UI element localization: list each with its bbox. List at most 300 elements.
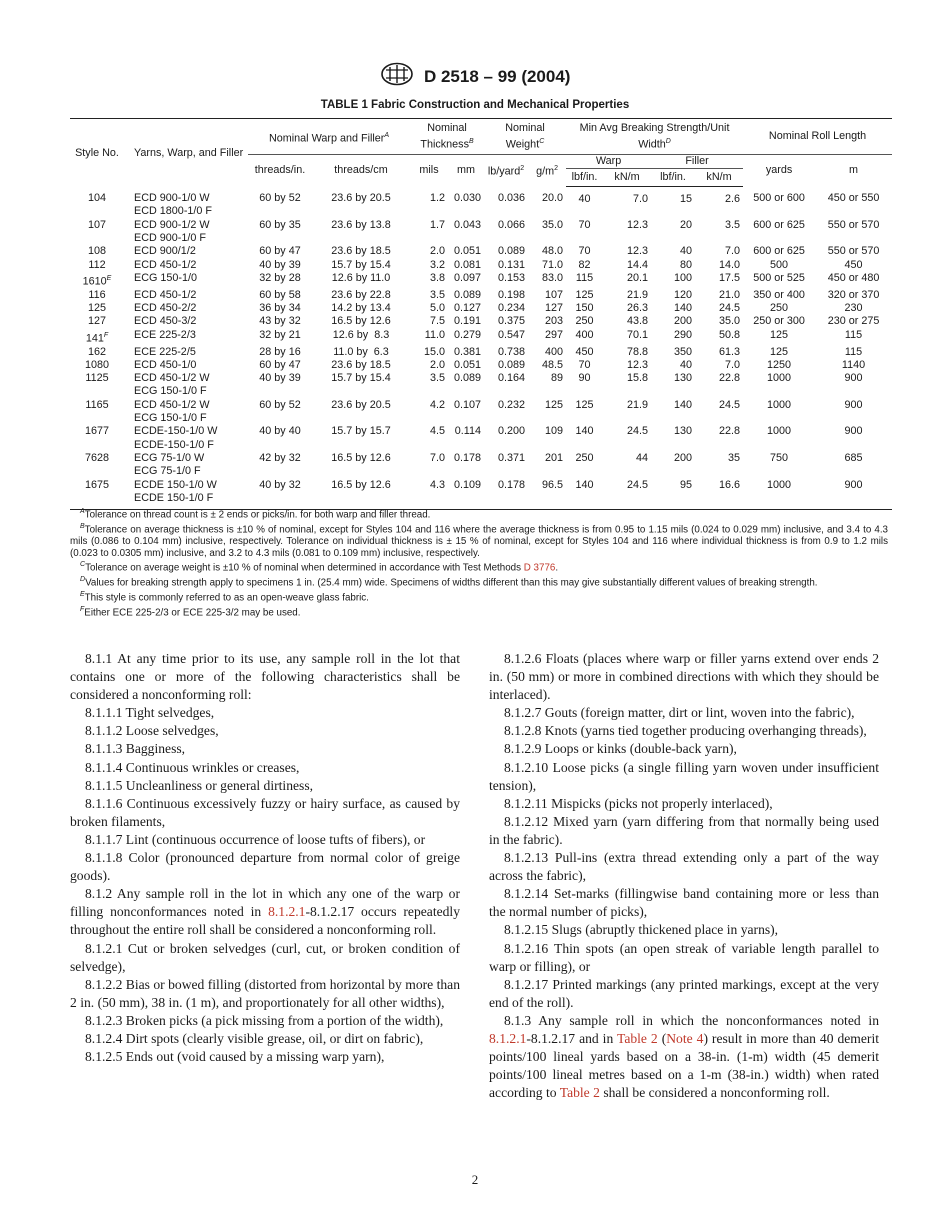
- cell-fkn: 7.0: [725, 245, 741, 258]
- cell-lby: 0.089: [497, 245, 526, 258]
- cell-mils: 4.2: [430, 398, 446, 411]
- col-header-weight: Nominal Weight$^C$: [484, 119, 566, 155]
- paragraph-8-1-2-11: 8.1.2.11 Mispicks (picks not properly interlaced),: [504, 795, 773, 811]
- cell-fkn: 35.0: [719, 315, 741, 328]
- page-number: 2: [471, 1172, 479, 1187]
- cell-tcm: 15.7 by 15.7: [331, 425, 391, 438]
- cell-tin: 60 by 52: [259, 192, 301, 205]
- paragraph-8-1-2-15: 8.1.2.15 Slugs (abruptly thickened place in yarns),: [504, 922, 779, 938]
- cell-lby: 0.089: [497, 358, 526, 371]
- cell-gm: 109: [545, 425, 564, 438]
- cell-wkn: 78.8: [627, 345, 649, 358]
- cell-tcm: 15.7 by 15.4: [331, 258, 391, 271]
- cell-tcm: 15.7 by 15.4: [331, 372, 391, 385]
- cell-lby: 0.036: [497, 192, 526, 205]
- cell-yarns: ECG 75-1/0 W ECG 75-1/0 F: [134, 451, 205, 478]
- note-4-link[interactable]: Note 4: [666, 1030, 704, 1046]
- cell-yarns: ECD 900-1/0 W ECD 1800-1/0 F: [134, 192, 213, 218]
- table-footnotes: [70, 506, 888, 619]
- cell-gm: 201: [545, 451, 564, 464]
- cell-flbf: 120: [674, 288, 693, 301]
- col-header-warp-kn: kN/m: [603, 168, 651, 186]
- cell-mils: 11.0: [424, 328, 446, 341]
- cell-tin: 32 by 28: [259, 271, 301, 284]
- cell-fkn: 35: [728, 451, 741, 464]
- cell-flbf: 200: [674, 451, 693, 464]
- cell-mm: 0.030: [453, 192, 482, 205]
- cell-yards: 1000: [767, 398, 792, 411]
- table-row: [70, 245, 892, 258]
- cell-tcm: 16.5 by 12.6: [331, 315, 391, 328]
- paragraph-8-1-2-7: 8.1.2.7 Gouts (foreign matter, dirt or lint, woven into the fabric),: [504, 705, 855, 721]
- cell-wlbf: 90: [578, 372, 591, 385]
- col-header-yards: yards: [765, 163, 793, 176]
- cell-mils: 2.0: [430, 358, 446, 371]
- cell-yarns: ECD 450-3/2: [134, 315, 197, 328]
- cell-gm: 125: [545, 398, 564, 411]
- cell-wkn: 70.1: [627, 328, 649, 341]
- cell-wlbf: 70: [578, 358, 591, 371]
- cell-m: 900: [844, 425, 863, 438]
- astm-logo-icon: [380, 62, 414, 91]
- cell-wkn: 14.4: [627, 258, 649, 271]
- cell-tin: 60 by 47: [259, 358, 301, 371]
- cell-m: 900: [815, 479, 892, 510]
- cell-flbf: 80: [680, 258, 693, 271]
- cell-yarns: ECE 225-2/3: [134, 328, 196, 341]
- cell-tcm: 16.5 by 12.6: [331, 451, 391, 464]
- table-row: [70, 346, 892, 359]
- paragraph-8-1-2-3: 8.1.2.3 Broken picks (a pick missing from a portion of the width),: [85, 1012, 444, 1028]
- cell-style: 104: [87, 192, 106, 205]
- cell-yards: 1250: [767, 358, 792, 371]
- cell-yarns: ECDE-150-1/0 W ECDE-150-1/0 F: [134, 425, 218, 451]
- cell-mm: 0.051: [453, 358, 482, 371]
- cell-gm: 48.5: [542, 358, 564, 371]
- cell-gm: 71.0: [542, 258, 564, 271]
- cell-wlbf: 140: [575, 425, 594, 438]
- table-row: [70, 479, 892, 510]
- cell-lby: 0.547: [497, 328, 526, 341]
- cell-tcm: 23.6 by 20.5: [331, 398, 391, 411]
- cell-mils: 3.2: [430, 258, 446, 271]
- cell-style: 1125: [85, 372, 109, 385]
- cell-tcm: 23.6 by 18.5: [331, 245, 391, 258]
- cell-lby: 0.178: [484, 479, 528, 510]
- paragraph-8-1-1-3: 8.1.1.3 Bagginess,: [85, 741, 186, 757]
- paragraph-8-1-2-9: 8.1.2.9 Loops or kinks (double-back yarn),: [504, 741, 737, 757]
- cell-gm: 89: [551, 372, 564, 385]
- cell-wkn: 26.3: [627, 302, 649, 315]
- cell-style: 1165: [85, 398, 109, 411]
- cell-m: 230: [844, 302, 863, 315]
- cell-lby: 0.375: [497, 315, 526, 328]
- cell-style: 1677: [84, 425, 110, 438]
- cell-flbf: 130: [674, 372, 693, 385]
- paragraph-8-1-3: 8.1.3 Any sample roll in which the nonconformances noted in 8.1.2.1-8.1.2.17 and in Table 2 (Note 4) result in more than 40 demerit points/100 lineal yards based on a 38-in. (1-m) width (45 demerit points/100 lineal metres based on a 1-m (38-in.) width) when rated according to Table 2 shall be considered a nonconforming roll.: [489, 1012, 879, 1101]
- cell-m: 550 or 570: [827, 218, 880, 231]
- col-header-mils: mils: [419, 163, 439, 176]
- table-row: [70, 272, 892, 289]
- table-body: [70, 186, 892, 510]
- footnote-a: $^A$Tolerance on thread count is ± 2 ends or picks/in. for both warp and filler thread.: [80, 508, 431, 521]
- cell-mm: 0.043: [453, 218, 482, 231]
- paragraph-8-1-2-12: 8.1.2.12 Mixed yarn (yarn differing from that normally being used in the fabric).: [489, 813, 879, 847]
- cell-wlbf: 400: [575, 328, 594, 341]
- table-2-link[interactable]: Table 2: [559, 1085, 600, 1101]
- cell-wlbf: 82: [578, 258, 591, 271]
- paragraph-8-1-2-2: 8.1.2.2 Bias or bowed filling (distorted from horizontal by more than 2 in. (50 mm), 38 in. (1 m), and proportionately for all other widths),: [70, 976, 460, 1010]
- cell-m: 450 or 480: [827, 271, 880, 284]
- cell-gm: 297: [545, 328, 564, 341]
- cell-tcm: 14.2 by 13.4: [331, 302, 391, 315]
- cell-mm: 0.089: [453, 372, 482, 385]
- col-header-filler-lbf: lbf/in.: [651, 168, 695, 186]
- cell-yards: 1000: [743, 479, 815, 510]
- cell-m: 900: [844, 372, 863, 385]
- paragraph-8-1-2-13: 8.1.2.13 Pull-ins (extra thread extending only a part of the way across the fabric),: [489, 850, 879, 884]
- cell-wkn: 20.1: [627, 271, 649, 284]
- cell-lby: 0.066: [497, 218, 526, 231]
- cell-tcm: 23.6 by 22.8: [331, 288, 391, 301]
- cell-fkn: 3.5: [725, 218, 741, 231]
- cell-wlbf: 450: [575, 345, 594, 358]
- cell-mils: 4.3: [410, 479, 448, 510]
- cell-flbf: 290: [674, 328, 693, 341]
- cell-m: 450: [844, 258, 863, 271]
- cell-wkn: 24.5: [603, 479, 651, 510]
- cell-flbf: 100: [674, 271, 693, 284]
- cell-wkn: 24.5: [627, 425, 649, 438]
- cell-tin: 40 by 40: [259, 425, 301, 438]
- cell-tin: 40 by 39: [259, 258, 301, 271]
- cell-flbf: 95: [651, 479, 695, 510]
- cell-wlbf: 70: [578, 218, 591, 231]
- cell-lby: 0.232: [497, 398, 526, 411]
- cell-flbf: 350: [674, 345, 693, 358]
- table-2-link[interactable]: Table 2: [616, 1030, 658, 1046]
- cell-style: $141^F$: [85, 331, 109, 345]
- cell-fkn: 22.8: [719, 372, 741, 385]
- cell-tin: 60 by 52: [259, 398, 301, 411]
- cell-mils: 5.0: [430, 302, 446, 315]
- cell-tin: 28 by 16: [259, 345, 301, 358]
- paragraph-8-1-2: 8.1.2 Any sample roll in the lot in which any one of the warp or filling nonconformances noted in 8.1.2.1-8.1.2.17 occurs repeatedly throughout the entire roll shall be considered a nonconforming roll.: [70, 886, 460, 938]
- cell-style: 1080: [84, 358, 110, 371]
- cell-wlbf: 140: [566, 479, 603, 510]
- table-row: [70, 289, 892, 302]
- cell-m: 320 or 370: [827, 288, 880, 301]
- cell-tin: 60 by 35: [259, 218, 301, 231]
- cell-flbf: 140: [674, 398, 693, 411]
- cell-lby: 0.234: [497, 302, 526, 315]
- cell-mm: 0.097: [453, 271, 482, 284]
- paragraph-8-1-2-6: 8.1.2.6 Floats (places where warp or filler yarns extend over ends 2 in. (50 mm) or more in combined directions with which they should be interlaced).: [489, 651, 879, 703]
- paragraph-8-1-2-16: 8.1.2.16 Thin spots (an open streak of variable length parallel to warp or filling), or: [489, 940, 879, 974]
- cell-style: 7628: [84, 451, 110, 464]
- cell-tin: 36 by 34: [259, 302, 301, 315]
- cell-style: 116: [88, 288, 106, 301]
- cell-yarns: ECD 450-1/0: [134, 358, 197, 371]
- cell-tcm: 23.6 by 18.5: [331, 358, 391, 371]
- cell-gm: 20.0: [542, 192, 564, 205]
- cell-mils: 7.0: [430, 451, 446, 464]
- table-row: [70, 452, 892, 479]
- cell-wlbf: 250: [575, 451, 594, 464]
- cell-lby: 0.164: [497, 372, 526, 385]
- cell-wkn: 21.9: [627, 288, 649, 301]
- footnote-d: $^D$Values for breaking strength apply to specimens 1 in. (25.4 mm) wide. Specimens of widths different than this may give substantially different values of breaking strength.: [80, 576, 818, 589]
- cell-mils: 1.2: [430, 192, 446, 205]
- cell-mm: 0.279: [453, 328, 482, 341]
- paragraph-8-1-2-4: 8.1.2.4 Dirt spots (clearly visible grease, oil, or dirt on fabric),: [85, 1030, 424, 1046]
- col-header-warp: Warp: [566, 154, 651, 168]
- document-header: [0, 62, 950, 91]
- cell-yarns: ECD 450-1/2: [134, 288, 197, 301]
- cell-style: 162: [87, 345, 106, 358]
- paragraph-8-1-2-10: 8.1.2.10 Loose picks (a single filling yarn woven under insufficient tension),: [489, 759, 879, 793]
- cell-mm: 0.114: [454, 425, 482, 438]
- cell-fkn: 17.5: [719, 271, 741, 284]
- cell-fkn: 50.8: [719, 328, 741, 341]
- right-column: [489, 650, 879, 1102]
- cell-gm: 83.0: [542, 271, 564, 284]
- cell-mm: 0.081: [453, 258, 482, 271]
- cell-wlbf: 115: [575, 271, 594, 284]
- cell-yards: 1000: [767, 372, 792, 385]
- cell-style: 1675: [70, 479, 124, 510]
- cell-mm: 0.109: [448, 479, 484, 510]
- col-header-yarns: Yarns, Warp, and Filler: [134, 146, 244, 159]
- footnote-c: $^C$Tolerance on average weight is ±10 % of nominal when determined in accordance with Test Methods D 3776.: [80, 561, 559, 574]
- cell-flbf: 40: [680, 358, 693, 371]
- cell-m: 230 or 275: [827, 315, 880, 328]
- cell-m: 115: [844, 345, 863, 358]
- paragraph-8-1-1-7: 8.1.1.7 Lint (continuous occurrence of loose tufts of fibers), or: [85, 831, 426, 847]
- cell-flbf: 140: [674, 302, 693, 315]
- cell-tin: 60 by 47: [259, 245, 301, 258]
- col-header-mm: mm: [457, 163, 476, 176]
- cell-m: 900: [844, 398, 863, 411]
- cell-wkn: 43.8: [627, 315, 649, 328]
- table-row: [70, 399, 892, 426]
- cell-style: 127: [87, 315, 106, 328]
- paragraph-8-1-1-2: 8.1.1.2 Loose selvedges,: [85, 723, 219, 739]
- cell-yarns: ECD 900/1/2: [134, 245, 196, 258]
- cell-gm: 96.5: [528, 479, 566, 510]
- paragraph-8-1-2-1: 8.1.2.1 Cut or broken selvedges (curl, cut, or broken condition of selvedge),: [70, 940, 460, 974]
- section-link-8-1-2-1[interactable]: 8.1.2.1: [268, 904, 306, 920]
- cell-mm: 0.127: [453, 302, 482, 315]
- table-row: [70, 302, 892, 315]
- table-row: [70, 259, 892, 272]
- paragraph-8-1-1-5: 8.1.1.5 Uncleanliness or general dirtiness,: [85, 777, 314, 793]
- cell-wlbf: 150: [575, 302, 594, 315]
- cell-m: 1140: [841, 358, 866, 371]
- col-header-threads-in: threads/in.: [254, 163, 306, 176]
- cell-fkn: 14.0: [719, 258, 741, 271]
- cell-gm: 107: [545, 288, 564, 301]
- left-column: [70, 650, 460, 1066]
- cell-yards: 125: [770, 345, 789, 358]
- document-designation: D 2518 – 99 (2004): [423, 66, 571, 86]
- col-header-lb-yard: lb/yard$^2$: [487, 165, 525, 178]
- cell-gm: 35.0: [542, 218, 564, 231]
- cell-mm: 0.089: [453, 288, 482, 301]
- table-row: [70, 329, 892, 346]
- cell-fkn: 24.5: [719, 398, 741, 411]
- cell-tin: 60 by 58: [259, 288, 301, 301]
- cell-flbf: 130: [674, 425, 693, 438]
- paragraph-8-1-1: 8.1.1 At any time prior to its use, any sample roll in the lot that contains one or more of the following characteristics shall be considered a nonconforming roll:: [70, 651, 460, 703]
- fabric-properties-table: [70, 118, 892, 510]
- cell-fkn: 16.6: [695, 479, 743, 510]
- cell-wlbf: 250: [575, 315, 594, 328]
- paragraph-8-1-2-8: 8.1.2.8 Knots (yarns tied together producing overhanging threads),: [504, 723, 867, 739]
- paragraph-8-1-2-17: 8.1.2.17 Printed markings (any printed markings, except at the very end of the roll).: [489, 976, 879, 1010]
- cell-tcm: 12.6 by 8.3: [332, 328, 390, 341]
- cell-flbf: 15: [680, 192, 693, 205]
- cell-wlbf: 125: [575, 398, 594, 411]
- cell-yarns: ECD 450-1/2: [134, 258, 197, 271]
- cell-style: $1610^E$: [82, 274, 112, 288]
- cell-mils: 4.5: [430, 425, 446, 438]
- cell-wkn: 7.0: [633, 192, 649, 205]
- cell-lby: 0.198: [497, 288, 526, 301]
- cell-gm: 127: [545, 302, 564, 315]
- cell-wkn: 44: [636, 451, 649, 464]
- cell-mm: 0.178: [453, 451, 482, 464]
- cell-flbf: 40: [680, 245, 693, 258]
- cell-tin: 42 by 32: [259, 451, 301, 464]
- cell-wkn: 12.3: [627, 218, 649, 231]
- col-header-warp-filler: Nominal Warp and Filler$^A$: [248, 119, 410, 155]
- cell-m: 115: [844, 328, 863, 341]
- cell-m: 450 or 550: [827, 192, 880, 205]
- cell-lby: 0.153: [497, 271, 526, 284]
- cell-mm: 0.107: [453, 398, 482, 411]
- table-row: [70, 372, 892, 399]
- test-method-link[interactable]: D 3776: [523, 562, 556, 574]
- section-link-8-1-2-1[interactable]: 8.1.2.1: [489, 1030, 527, 1046]
- cell-yards: 250 or 300: [753, 315, 805, 328]
- table-row: [70, 186, 892, 219]
- cell-tcm: 16.5 by 12.6: [312, 479, 410, 510]
- cell-yards: 125: [770, 328, 789, 341]
- cell-gm: 400: [545, 345, 564, 358]
- cell-tcm: 23.6 by 13.8: [331, 218, 391, 231]
- cell-yarns: ECG 150-1/0: [134, 271, 198, 284]
- cell-gm: 48.0: [542, 245, 564, 258]
- col-header-style: Style No.: [75, 146, 119, 159]
- col-header-warp-lbf: lbf/in.: [566, 168, 603, 186]
- cell-lby: 0.200: [497, 425, 526, 438]
- cell-mils: 3.8: [430, 271, 446, 284]
- cell-yards: 500 or 525: [753, 271, 805, 284]
- cell-mils: 7.5: [430, 315, 446, 328]
- cell-mils: 3.5: [430, 288, 446, 301]
- cell-flbf: 20: [680, 218, 693, 231]
- cell-yards: 500 or 600: [753, 192, 805, 205]
- cell-gm: 203: [545, 315, 564, 328]
- cell-wkn: 21.9: [627, 398, 649, 411]
- cell-flbf: 200: [674, 315, 693, 328]
- cell-fkn: 22.8: [719, 425, 741, 438]
- cell-mm: 0.051: [453, 245, 482, 258]
- paragraph-8-1-2-5: 8.1.2.5 Ends out (void caused by a missing warp yarn),: [85, 1049, 385, 1065]
- table-row: [70, 359, 892, 372]
- cell-m: 550 or 570: [827, 245, 880, 258]
- cell-yarns: ECD 900-1/2 W ECD 900-1/0 F: [134, 218, 210, 244]
- cell-fkn: 61.3: [719, 345, 741, 358]
- cell-wlbf: 125: [575, 288, 594, 301]
- cell-lby: 0.371: [497, 451, 526, 464]
- paragraph-8-1-2-14: 8.1.2.14 Set-marks (fillingwise band containing more or less than the normal number of picks),: [489, 886, 879, 920]
- cell-tcm: 23.6 by 20.5: [331, 192, 391, 205]
- cell-yarns: ECDE 150-1/0 W ECDE 150-1/0 F: [124, 479, 248, 510]
- cell-tin: 40 by 39: [259, 372, 301, 385]
- col-header-roll-length: Nominal Roll Length: [743, 119, 892, 155]
- cell-lby: 0.738: [497, 345, 526, 358]
- cell-yarns: ECE 225-2/5: [134, 345, 196, 358]
- cell-yards: 600 or 625: [753, 218, 805, 231]
- cell-yards: 500: [770, 258, 789, 271]
- cell-yards: 1000: [767, 425, 792, 438]
- cell-fkn: 24.5: [719, 302, 741, 315]
- footnote-e: $^E$This style is commonly referred to as an open-weave glass fabric.: [80, 591, 369, 604]
- cell-tin: 43 by 32: [259, 315, 301, 328]
- cell-yarns: ECD 450-2/2: [134, 302, 197, 315]
- cell-tcm: 12.6 by 11.0: [331, 271, 391, 284]
- col-header-m: m: [849, 163, 859, 176]
- cell-m: 685: [844, 451, 863, 464]
- cell-yarns: ECD 450-1/2 W ECG 150-1/0 F: [134, 398, 210, 425]
- cell-wkn: 12.3: [627, 358, 649, 371]
- cell-yards: 600 or 625: [753, 245, 805, 258]
- col-header-thickness: Nominal Thickness$^B$: [410, 119, 484, 155]
- cell-fkn: 2.6: [725, 192, 741, 205]
- cell-yarns: ECD 450-1/2 W ECG 150-1/0 F: [134, 372, 210, 398]
- cell-style: 108: [87, 245, 106, 258]
- cell-mm: 0.381: [453, 345, 482, 358]
- cell-yards: 350 or 400: [753, 288, 805, 301]
- paragraph-8-1-1-6: 8.1.1.6 Continuous excessively fuzzy or hairy surface, as caused by broken filaments,: [70, 795, 460, 829]
- col-header-threads-cm: threads/cm: [334, 163, 388, 176]
- cell-tcm: 11.0 by 6.3: [333, 345, 389, 358]
- paragraph-8-1-1-4: 8.1.1.4 Continuous wrinkles or creases,: [85, 759, 300, 775]
- cell-mils: 15.0: [424, 345, 446, 358]
- cell-yards: 750: [770, 451, 789, 464]
- cell-wlbf: 40: [578, 192, 591, 205]
- footnote-f: $^F$Either ECE 225-2/3 or ECE 225-3/2 may be used.: [80, 606, 301, 619]
- cell-mm: 0.191: [453, 315, 482, 328]
- col-header-g-m: $g/m^2$: [536, 165, 558, 178]
- paragraph-8-1-1-8: 8.1.1.8 Color (pronounced departure from normal color of greige goods).: [70, 850, 460, 884]
- cell-wlbf: 70: [578, 245, 591, 258]
- cell-mils: 3.5: [430, 372, 446, 385]
- table-row: [70, 315, 892, 328]
- col-header-filler: Filler: [651, 154, 743, 168]
- col-header-filler-kn: kN/m: [695, 168, 743, 186]
- cell-fkn: 7.0: [725, 358, 741, 371]
- cell-tin: 32 by 21: [259, 328, 301, 341]
- table-row: [70, 219, 892, 246]
- cell-mils: 1.7: [430, 218, 446, 231]
- footnote-b: $^B$Tolerance on average thickness is ±10 % of nominal, except for Styles 104 and 116 where the average thickness is from 0.95 to 1.15 mils (0.024 to 0.029 mm) inclusive, and 3.4 to 4.3 mils (0.086 to 0.104 mm) inclusive, respectively. Tolerance on individual thickness is ± 15 % of nominal, except for Styles 104 and 116 where individual thickness is from 0.9 to 1.2 mils (0.023 to 0.0305 mm) inclusive, and 3.2 to 4.3 mils (0.081 to 0.109 mm) inclusive, respectively.: [70, 522, 888, 559]
- cell-yards: 250: [770, 302, 789, 315]
- paragraph-8-1-1-1: 8.1.1.1 Tight selvedges,: [85, 705, 215, 721]
- cell-style: 107: [87, 218, 106, 231]
